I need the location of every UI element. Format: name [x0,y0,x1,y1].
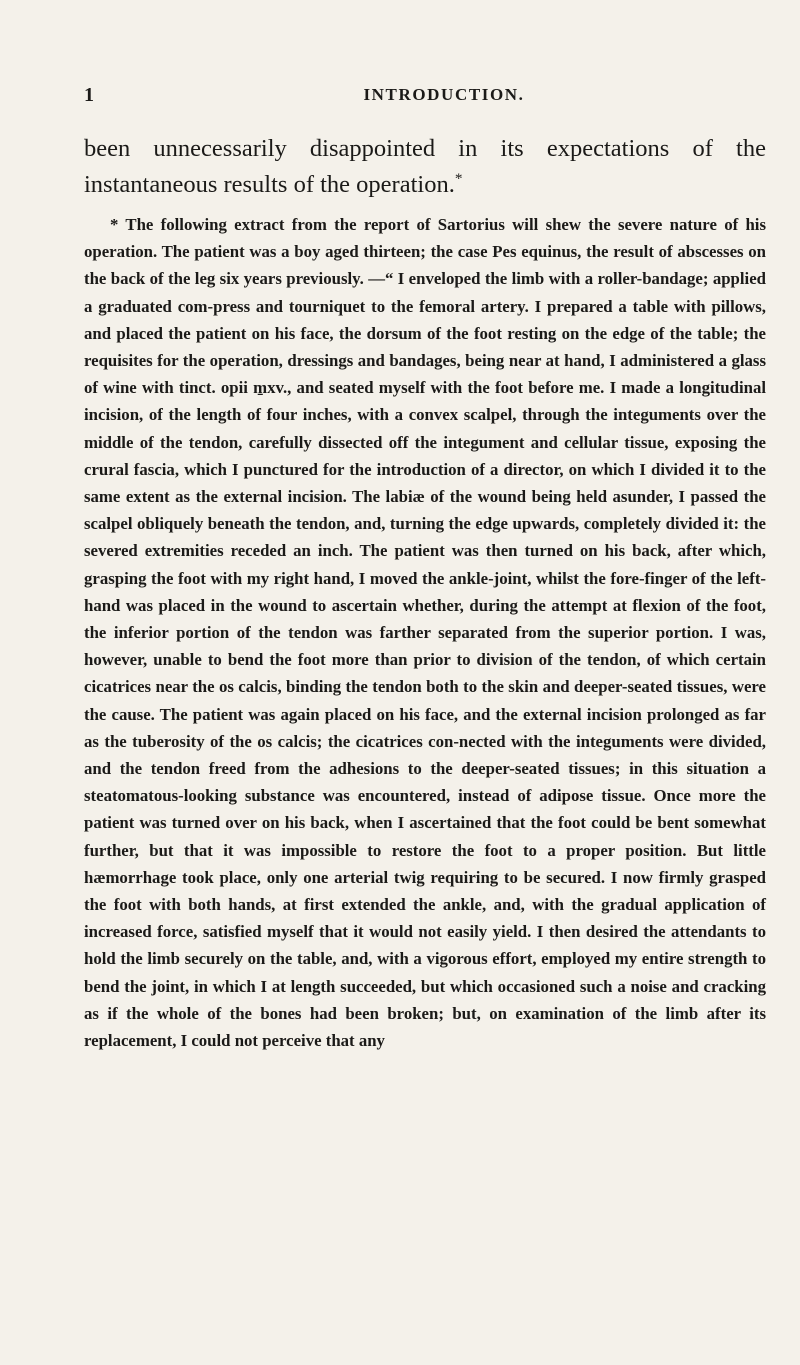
footnote: * The following extract from the report of Sartorius will shew the severe nature of his operation. The patient was a boy aged thirteen; the case Pes equinus, the result of abscesses on the back of the leg six years previously. —“ I enveloped the limb with a roller-bandage; applied a graduated com-press and tourniquet to the femoral artery. I prepared a table with pillows, and placed the patient on his face, the dorsum of the foot resting on the edge of the table; the requisites for the operation, dressings and bandages, being near at hand, I administered a glass of wine with tinct. opii m̱xv., and seated myself with the foot before me. I made a longitudinal incision, of the length of four inches, with a convex scalpel, through the integuments over the middle of the tendon, carefully dissected off the integument and cellular tissue, exposing the crural fascia, which I punctured for the introduction of a director, on which I divided it to the same extent as the external incision. The labiæ of the wound being held asunder, I passed the scalpel obliquely beneath the tendon, and, turning the edge upwards, completely divided it: the severed extremities receded an inch. The patient was then turned on his back, after which, grasping the foot with my right hand, I moved the ankle-joint, whilst the fore-finger of the left-hand was placed in the wound to ascertain whether, during the attempt at flexion of the foot, the inferior portion of the tendon was farther separated from the superior portion. I was, however, unable to bend the foot more than prior to division of the tendon, of which certain cicatrices near the os calcis, binding the tendon both to the skin and deeper-seated tissues, were the cause. The patient was again placed on his face, and the external incision prolonged as far as the tuberosity of the os calcis; the cicatrices con-nected with the integuments were divided, and the tendon freed from the adhesions to the deeper-seated tissues; in this situation a steatomatous-looking substance was encountered, instead of adipose tissue. Once more the patient was turned over on his back, when I ascertained that the foot could be bent somewhat further, but that it was impossible to restore the foot to a proper position. But little hæmorrhage took place, only one arterial twig requiring to be secured. I now firmly grasped the foot with both hands, at first extended the ankle, and, with the gradual application of increased force, satisfied myself that it would not easily yield. I then desired the attendants to hold the limb securely on the table, and, with a vigorous effort, employed my entire strength to bend the joint, in which I at length succeeded, but which occasioned such a noise and cracking as if the whole of the bones had been broken; but, on examination of the limb after its replacement, I could not perceive that any [84,215,766,1051]
running-head [84,84,764,106]
main-paragraph [84,131,766,203]
page-number: 1 [84,84,94,106]
footnote-reference-mark[interactable]: * [454,169,463,187]
main-paragraph-text: been unnecessarily disappointed in its expectations of the instantaneous results of the operation. [84,135,766,198]
running-title: INTRODUCTION. [363,85,525,104]
